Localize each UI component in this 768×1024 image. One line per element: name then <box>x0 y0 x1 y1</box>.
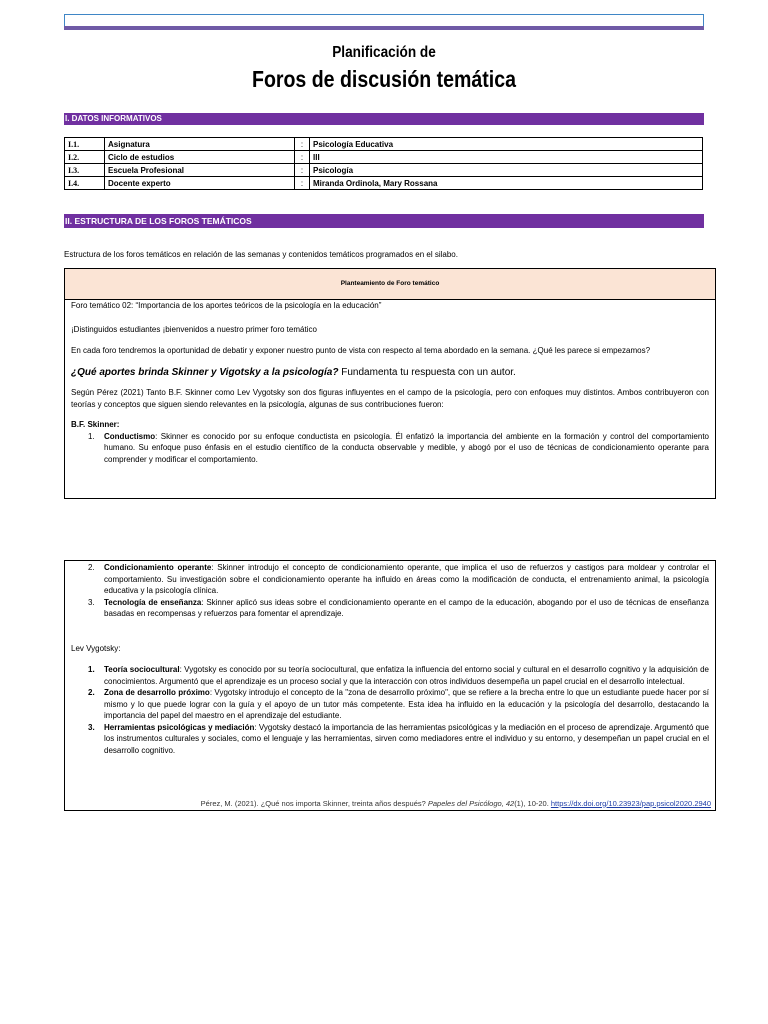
header-stripe <box>64 26 704 30</box>
forum-question <box>71 367 709 379</box>
list-item <box>71 722 709 757</box>
row-code: I.1. <box>65 138 105 151</box>
row-value: Psicología <box>310 164 703 177</box>
row-label: Escuela Profesional <box>105 164 295 177</box>
list-number: 3. <box>88 722 95 732</box>
list-item <box>71 431 709 466</box>
list-text: : Vygotsky destacó la importancia de las herramientas psicológicas y la mediación en el proceso de aprendizaje. Argumentó que los instrumentos culturales y sociales, como el lenguaje y las herramientas, sirven como mediadores entre el individuo y su entorno, y desempeñan un papel crucial en el desarrollo cognitivo. <box>104 722 709 755</box>
list-number: 1. <box>88 431 95 441</box>
table-row <box>65 177 703 190</box>
forum-question-bold: ¿Qué aportes brinda Skinner y Vigotsky a la psicología? <box>71 366 339 378</box>
row-value: Psicología Educativa <box>310 138 703 151</box>
list-text: : Skinner introdujo el concepto de condicionamiento operante, que implica el uso de refuerzos y castigos para moldear y controlar el comportamiento. Su investigación sobre el condicionamiento operante ha influido en áreas como la modificación de conducta, el entrenamiento animal, la psicología educativa y la psicología clínica. <box>104 563 709 595</box>
forum-greeting: ¡Distinguidos estudiantes ¡bienvenidos a nuestro primer foro temático <box>71 324 317 334</box>
forum-question-rest: Fundamenta tu respuesta con un autor. <box>338 366 516 378</box>
forum-box-header: Planteamiento de Foro temático <box>65 269 715 300</box>
row-colon: : <box>295 164 310 177</box>
vygotsky-list <box>71 664 709 756</box>
list-text: : Vygotsky es conocido por su teoría sociocultural, que enfatiza la influencia del entorno social y cultural en el desarrollo cognitivo y la adquisición de conocimientos. Argumentó que el aprendizaje es un proceso social y que la interacción con otros individuos desempeña un papel crucial en el desarrollo intelectual. <box>104 665 709 686</box>
reference-pages: (1), 10-20. <box>514 798 551 808</box>
list-text: : Vygotsky introdujo el concepto de la "zona de desarrollo próximo", que se refiere a la brecha entre lo que un estudiante puede hacer por sí mismo y lo que puede lograr con la guía y el apoyo de un tutor más competente. Esta idea ha influido en la educación y la psicología del desarrollo, destacando la importancia del papel del maestro en el aprendizaje del estudiante. <box>104 688 710 720</box>
skinner-heading: B.F. Skinner: <box>71 420 120 429</box>
row-value: Miranda Ordinola, Mary Rossana <box>310 177 703 190</box>
row-colon: : <box>295 177 310 190</box>
row-label: Asignatura <box>105 138 295 151</box>
table-row <box>65 151 703 164</box>
forum-box-content-2 <box>65 561 715 756</box>
row-label: Docente experto <box>105 177 295 190</box>
forum-box-part-2 <box>64 560 716 811</box>
list-term: Teoría sociocultural <box>104 665 180 674</box>
forum-box-content <box>65 300 715 465</box>
row-code: I.2. <box>65 151 105 164</box>
list-term: Conductismo <box>104 431 156 441</box>
list-number: 2. <box>88 688 95 697</box>
list-item <box>71 597 709 620</box>
list-text: : Skinner es conocido por su enfoque conductista en psicología. Él enfatizó la importancia del ambiente en la formación y control del comportamiento humano. Su enfoque puso énfasis en el estudio científico de la conducta observable y medible, y abogó por el uso de técnicas de condicionamiento operante para comprender y modificar el comportamiento. <box>104 431 709 464</box>
row-value: III <box>310 151 703 164</box>
reference-journal: Papeles del Psicólogo, 42 <box>427 798 515 808</box>
vygotsky-heading: Lev Vygotsky: <box>71 643 121 653</box>
list-item <box>71 664 709 687</box>
page-title: Foros de discusión temática <box>251 66 517 92</box>
list-number: 2. <box>88 563 95 572</box>
forum-invitation: En cada foro tendremos la oportunidad de debatir y exponer nuestro punto de vista con respecto al tema abordado en la semana. ¿Qué les parece si empezamos? <box>71 346 651 355</box>
row-colon: : <box>295 151 310 164</box>
section-2-heading: II. ESTRUCTURA DE LOS FOROS TEMÁTICOS <box>64 214 704 228</box>
reference-text: Pérez, M. (2021). ¿Qué nos importa Skinner, treinta años después? <box>200 798 428 808</box>
section-2-intro: Estructura de los foros temáticos en relación de las semanas y contenidos temáticos programados en el silabo. <box>64 250 458 259</box>
row-code: I.3. <box>65 164 105 177</box>
table-row <box>65 138 703 151</box>
list-number: 3. <box>88 597 95 607</box>
list-item <box>71 562 709 597</box>
list-term: Tecnología de enseñanza <box>104 597 202 607</box>
skinner-list-continued <box>71 562 709 620</box>
section-1-heading: I. DATOS INFORMATIVOS <box>64 113 704 125</box>
skinner-list <box>71 431 709 466</box>
row-code: I.4. <box>65 177 105 190</box>
list-term: Herramientas psicológicas y mediación <box>104 722 255 732</box>
list-item <box>71 687 709 722</box>
reference <box>201 798 711 810</box>
table-row <box>65 164 703 177</box>
info-table <box>64 137 703 190</box>
list-term: Zona de desarrollo próximo <box>104 688 210 697</box>
row-colon: : <box>295 138 310 151</box>
row-label: Ciclo de estudios <box>105 151 295 164</box>
list-number: 1. <box>88 665 95 674</box>
list-term: Condicionamiento operante <box>104 563 212 572</box>
reference-link[interactable]: https://dx.doi.org/10.23923/pap.psicol2020.2940 <box>550 798 711 808</box>
forum-title: Foro temático 02: “Importancia de los aportes teóricos de la psicología en la educación” <box>71 301 382 310</box>
forum-paragraph: Según Pérez (2021) Tanto B.F. Skinner como Lev Vygotsky son dos figuras influyentes en el campo de la psicología, pero con enfoques muy distintos. Ambos contribuyeron con teorías y conceptos que siguen siendo relevantes en la psicología, algunas de sus contribuciones fueron: <box>71 388 709 409</box>
list-text: : Skinner aplicó sus ideas sobre el condicionamiento operante en el campo de la educación, abogando por el uso de técnicas de enseñanza basadas en recompensas y refuerzos para fomentar el aprendizaje. <box>104 597 709 618</box>
page-subtitle: Planificación de <box>332 44 436 61</box>
forum-box-part-1 <box>64 268 716 499</box>
